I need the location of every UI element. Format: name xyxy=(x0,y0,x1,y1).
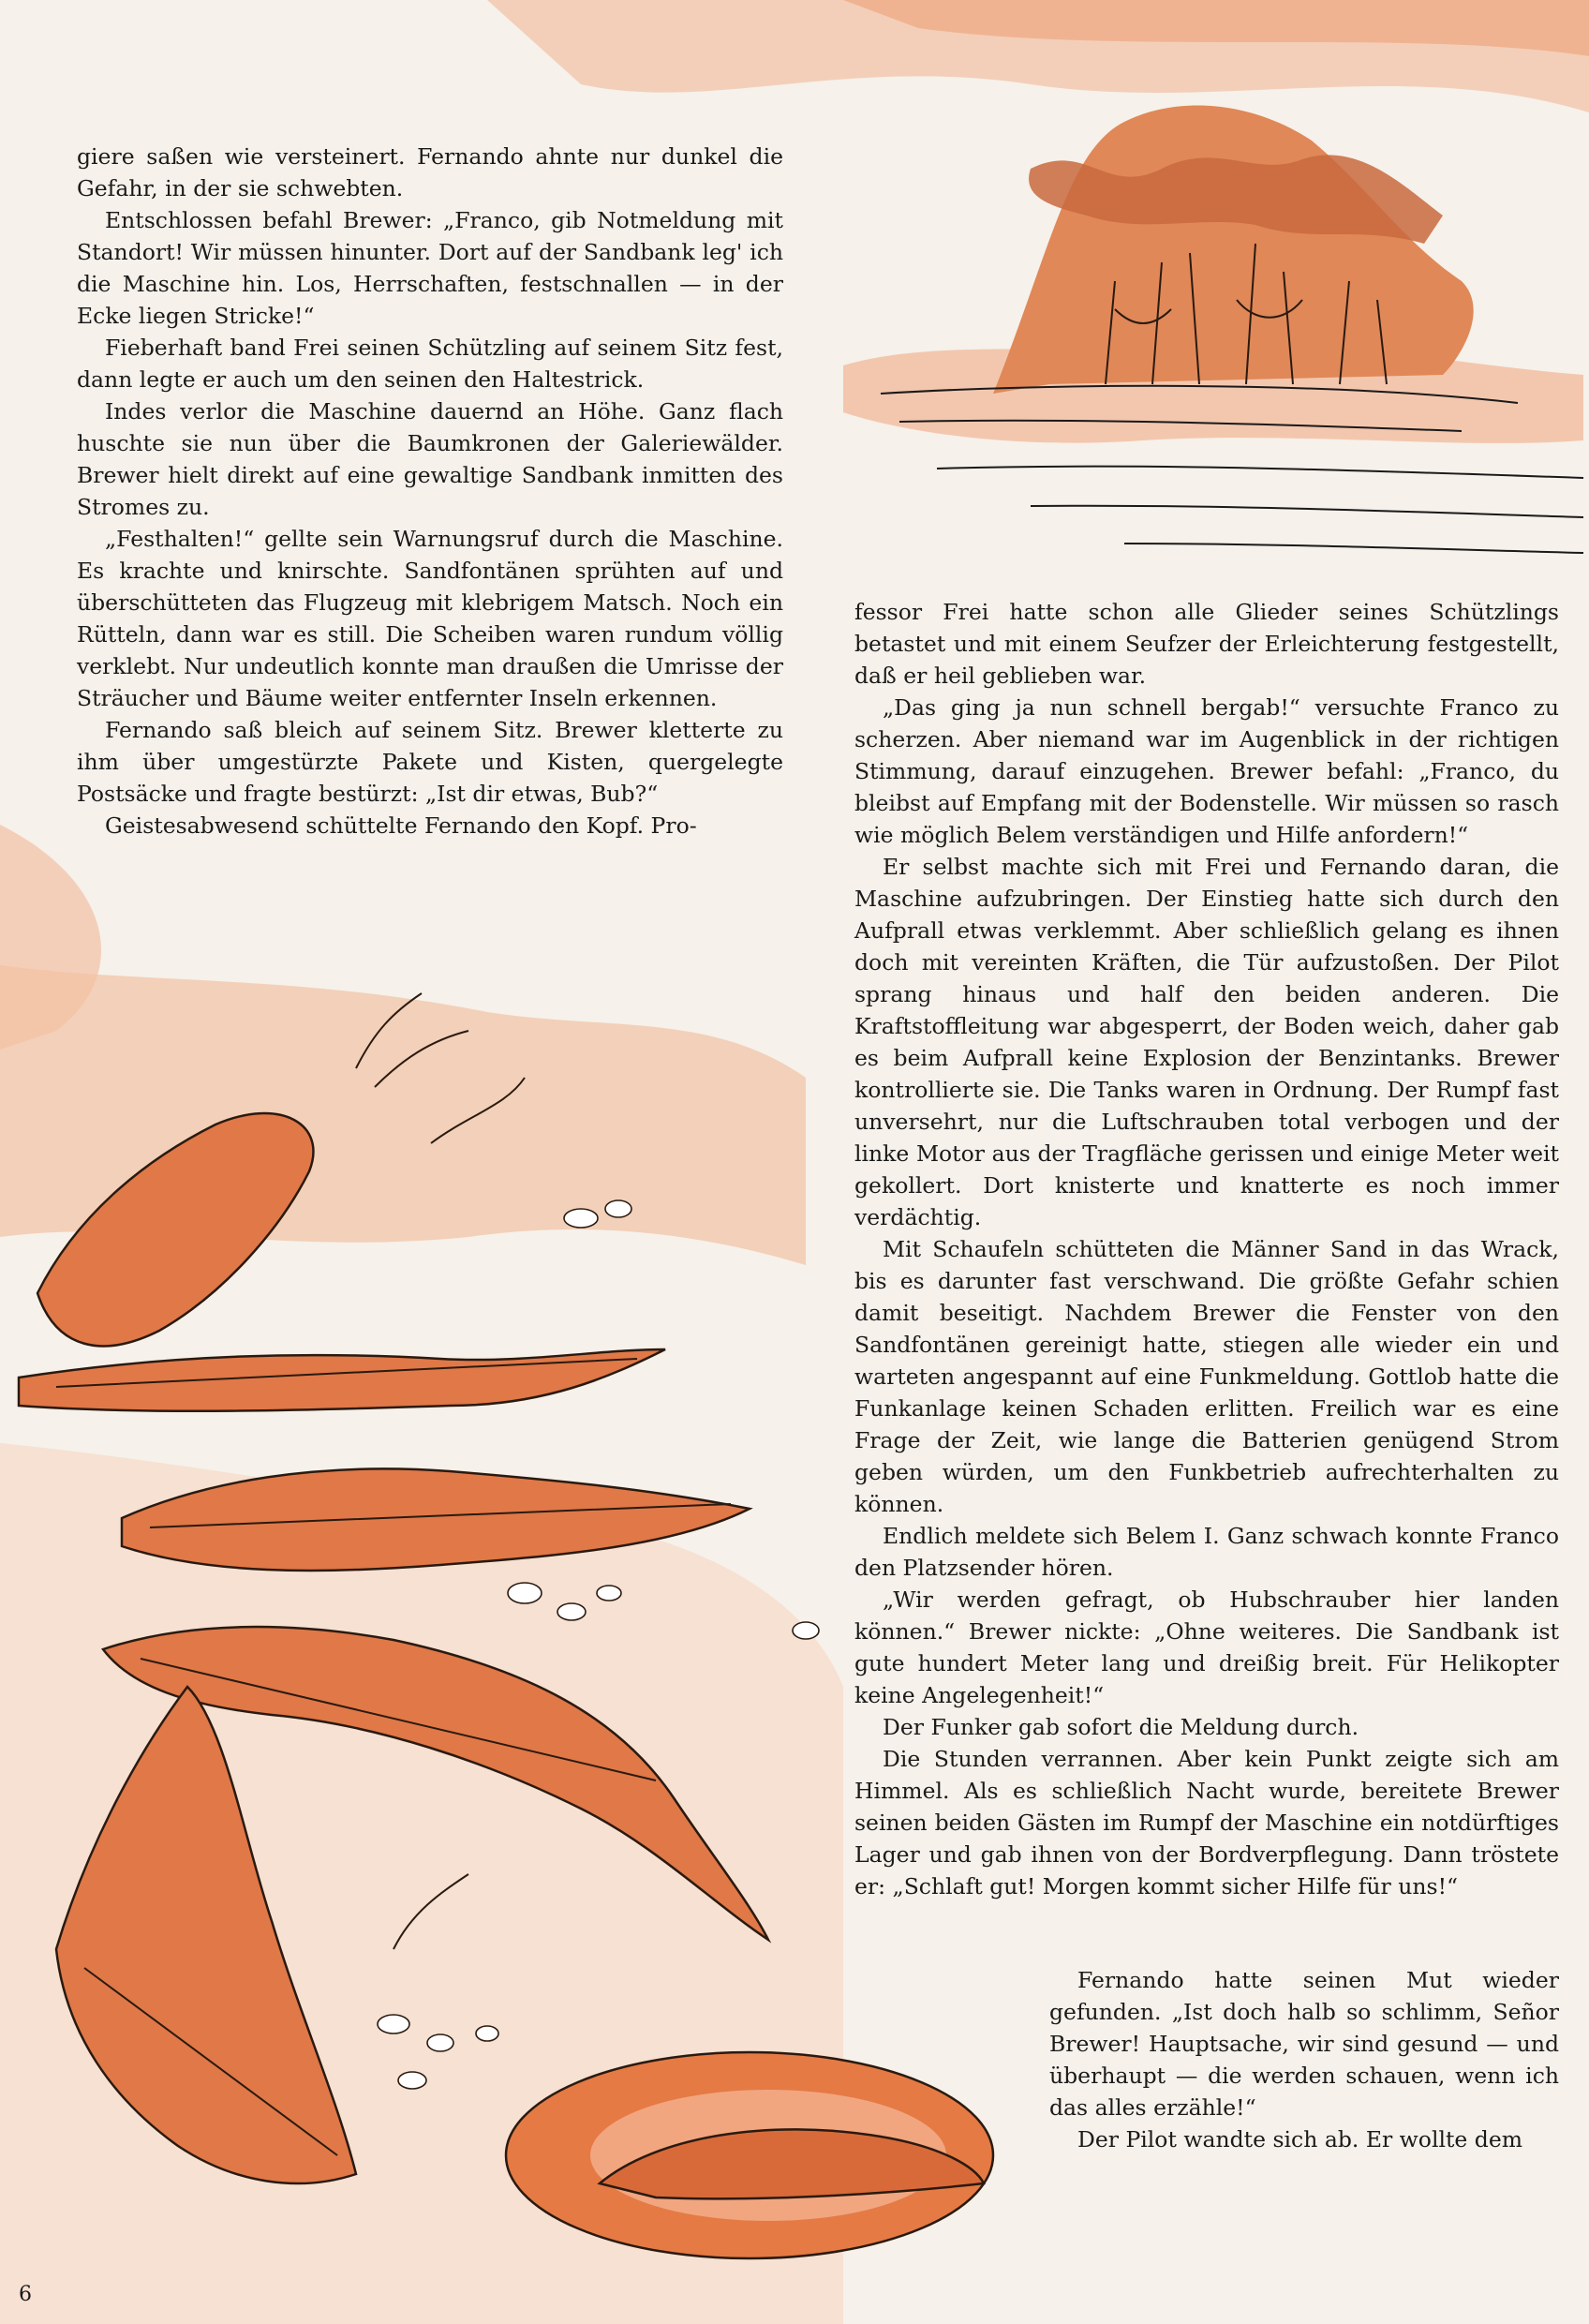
island-illustration xyxy=(843,106,1583,553)
right-lower-text-column xyxy=(1049,1964,1559,2155)
paragraph: Der Funker gab sofort die Meldung durch. xyxy=(883,1714,1359,1740)
right-text-column xyxy=(854,596,1559,1902)
paragraph: Indes verlor die Maschine dauernd an Höhe. Ganz flach huschte sie nun über die Baumkronen der Galeriewälder. Brewer hielt direkt auf eine gewaltige Sandbank inmitten des Stromes zu. xyxy=(77,398,783,520)
crocodile-illustration xyxy=(0,965,993,2324)
paragraph: Der Pilot wandte sich ab. Er wollte dem xyxy=(1077,2126,1523,2153)
paragraph: Die Stunden verrannen. Aber kein Punkt zeigte sich am Himmel. Als es schließlich Nacht wurde, bereitete Brewer seinen beiden Gästen im Rumpf der Maschine ein notdürftiges Lager und gab ihnen von der Bordverpflegung. Dann tröstete er: „Schlaft gut! Morgen kommt sicher Hilfe für uns!“ xyxy=(854,1746,1559,1899)
paragraph: Geistesabwesend schüttelte Fernando den Kopf. Pro- xyxy=(105,812,697,839)
paragraph: Mit Schaufeln schütteten die Männer Sand in das Wrack, bis es darunter fast verschwand. Die größte Gefahr schien damit beseitigt. Nachdem Brewer die Fenster von den Sandfontänen gereinigt hatte, stiegen alle wieder ein und warteten angespannt auf eine Funkmeldung. Gottlob hatte die Funkanlage keinen Schaden erlitten. Freilich war es eine Frage der Zeit, wie lange die Batterien genügend Strom geben würden, um den Funkbetrieb aufrechterhalten zu können. xyxy=(854,1236,1559,1517)
paragraph: Fieberhaft band Frei seinen Schützling auf seinem Sitz fest, dann legte er auch um den seinen den Haltestrick. xyxy=(77,335,783,393)
paragraph: „Wir werden gefragt, ob Hubschrauber hier landen können.“ Brewer nickte: „Ohne weiteres. Die Sandbank ist gute hundert Meter lang und dreißig breit. Für Helikopter keine Angelegenheit!“ xyxy=(854,1587,1559,1708)
left-text-column xyxy=(77,141,783,842)
paragraph: Fernando saß bleich auf seinem Sitz. Brewer kletterte zu ihm über umgestürzte Pakete und Kisten, quergelegte Postsäcke und fragte bestürzt: „Ist dir etwas, Bub?“ xyxy=(77,717,783,807)
page-number: 6 xyxy=(19,2283,32,2306)
paragraph: fessor Frei hatte schon alle Glieder seines Schützlings betastet und mit einem Seufzer der Erleichterung festgestellt, daß er heil geblieben war. xyxy=(854,599,1559,689)
paragraph: „Festhalten!“ gellte sein Warnungsruf durch die Maschine. Es krachte und knirschte. Sandfontänen sprühten auf und überschütteten das Flugzeug mit klebrigem Matsch. Noch ein Rütteln, dann war es still. Die Scheiben waren rundum völlig verklebt. Nur undeutlich konnte man draußen die Umrisse der Sträucher und Bäume weiter entfernter Inseln erkennen. xyxy=(77,526,783,711)
paragraph: Endlich meldete sich Belem I. Ganz schwach konnte Franco den Platzsender hören. xyxy=(854,1523,1559,1581)
paragraph: Er selbst machte sich mit Frei und Fernando daran, die Maschine aufzubringen. Der Einstieg hatte sich durch den Aufprall etwas verklemmt. Aber schließlich gelang es ihnen doch mit vereinten Kräften, die Tür aufzustoßen. Der Pilot sprang hinaus und half den beiden anderen. Die Kraftstoffleitung war abgesperrt, der Boden weich, daher gab es beim Aufprall keine Explosion der Benzintanks. Brewer kontrollierte sie. Die Tanks waren in Ordnung. Der Rumpf fast unversehrt, nur die Luftschrauben total verbogen und der linke Motor aus der Tragfläche gerissen und einige Meter weit gekollert. Dort knisterte und knatterte es noch immer verdächtig. xyxy=(854,854,1559,1230)
paragraph: Fernando hatte seinen Mut wieder gefunden. „Ist doch halb so schlimm, Señor Brewer! Hauptsache, wir sind gesund — und überhaupt — die werden schauen, wenn ich das alles erzähle!“ xyxy=(1049,1967,1559,2121)
top-wash xyxy=(487,0,1589,112)
paragraph: Entschlossen befahl Brewer: „Franco, gib Notmeldung mit Standort! Wir müssen hinunter. Dort auf der Sandbank leg' ich die Maschine hin. Los, Herrschaften, festschnallen — in der Ecke liegen Stricke!“ xyxy=(77,207,783,329)
paragraph: giere saßen wie versteinert. Fernando ahnte nur dunkel die Gefahr, in der sie schwebten. xyxy=(77,143,783,201)
crocodile-2 xyxy=(19,1349,665,1411)
paragraph: „Das ging ja nun schnell bergab!“ versuchte Franco zu scherzen. Aber niemand war im Augenblick in der richtigen Stimmung, darauf einzugehen. Brewer befahl: „Franco, du bleibst auf Empfang mit der Bodenstelle. Wir müssen so rasch wie möglich Belem verständigen und Hilfe anfordern!“ xyxy=(854,694,1559,848)
